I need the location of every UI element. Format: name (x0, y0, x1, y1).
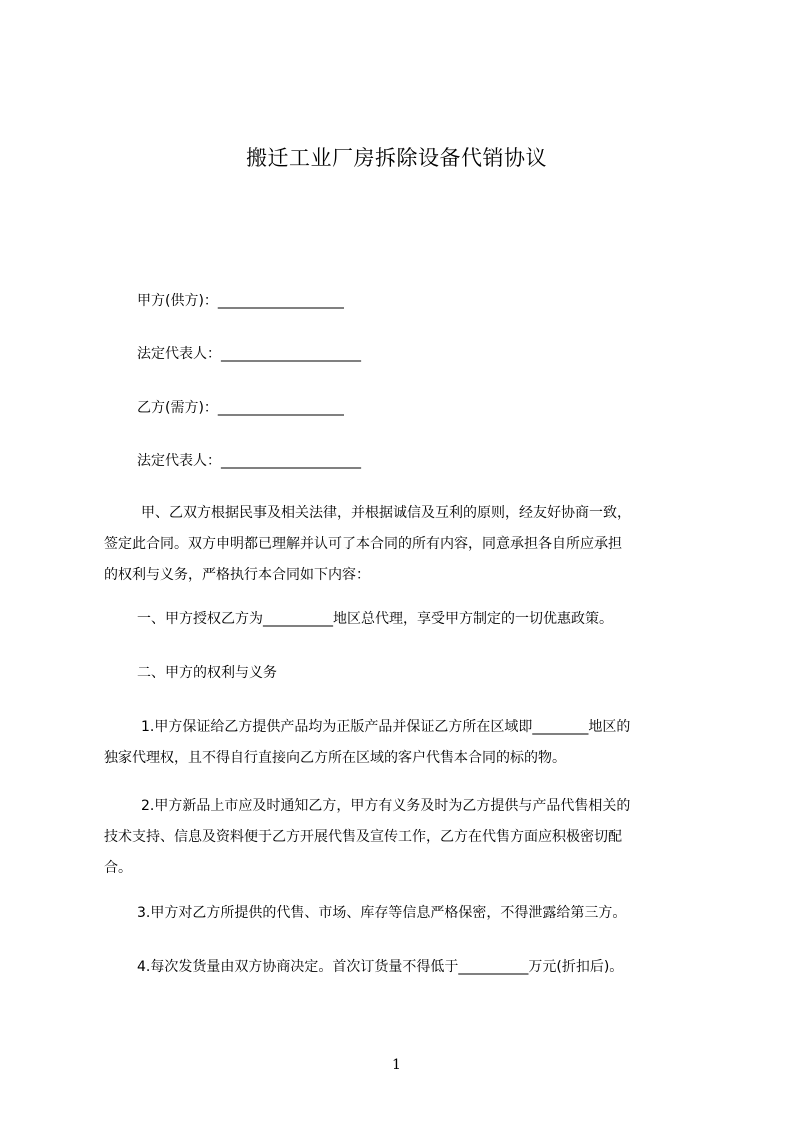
preamble-paragraph (104, 498, 700, 591)
clause-2-heading-text: 二、甲方的权利与义务 (137, 665, 277, 681)
item-1-line-1: 1.甲方保证给乙方提供产品均为正版产品并保证乙方所在区域即________地区的 (141, 719, 631, 735)
document-title: 搬迁工业厂房拆除设备代销协议 (246, 146, 547, 170)
item-1-line-2: 独家代理权，且不得自行直接向乙方所在区域的客户代售本合同的标的物。 (104, 750, 566, 766)
item-2-line-2: 技术支持、信息及资料便于乙方开展代售及宣传工作，乙方在代售方面应积极密切配 (104, 829, 622, 845)
preamble-line-3: 的权利与义务，严格执行本合同如下内容： (104, 567, 370, 583)
page-number: 1 (392, 1057, 401, 1073)
clause-1-paragraph (104, 604, 700, 635)
item-4-paragraph (104, 952, 700, 983)
item-3-text: 3.甲方对乙方所提供的代售、市场、库存等信息严格保密，不得泄露给第三方。 (137, 905, 627, 921)
preamble-line-2: 签定此合同。双方申明都已理解并认可了本合同的所有内容，同意承担各自所应承担 (104, 536, 622, 552)
item-1-paragraph (104, 712, 700, 774)
party-a-representative-field: 法定代表人：____________________ (137, 346, 361, 362)
party-a-field: 甲方(供方)：__________________ (137, 293, 344, 309)
item-3-paragraph (104, 898, 700, 929)
item-2-paragraph (104, 791, 700, 884)
party-b-field: 乙方(需方)：__________________ (137, 400, 344, 416)
preamble-line-1: 甲、乙双方根据民事及相关法律，并根据诚信及互利的原则，经友好协商一致， (141, 505, 631, 521)
item-4-text: 4.每次发货量由双方协商决定。首次订货量不得低于__________万元(折扣后)。 (137, 959, 624, 975)
party-b-representative-field: 法定代表人：____________________ (137, 453, 361, 469)
item-2-line-1: 2.甲方新品上市应及时通知乙方，甲方有义务及时为乙方提供与产品代售相关的 (141, 798, 631, 814)
clause-1-text: 一、甲方授权乙方为__________地区总代理，享受甲方制定的一切优惠政策。 (137, 611, 613, 627)
item-2-line-3: 合。 (104, 860, 132, 876)
clause-2-heading (104, 658, 700, 689)
